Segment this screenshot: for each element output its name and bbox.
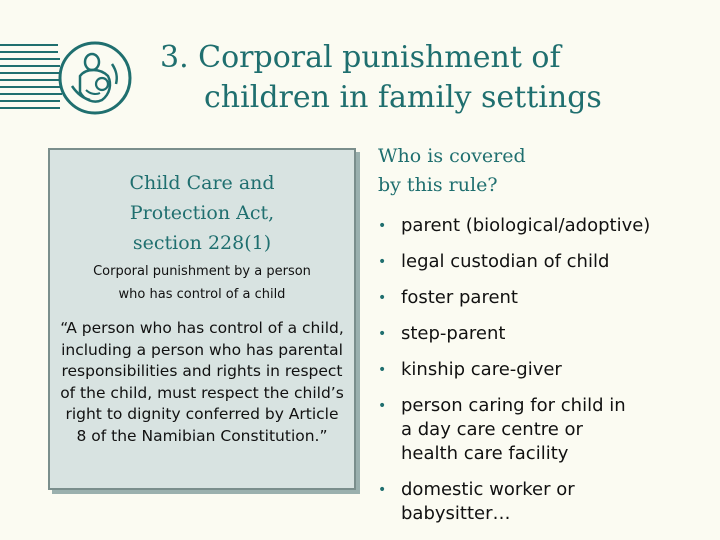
bullet-icon: • [378,326,387,342]
list-item-text: kinship care-giver [401,359,562,380]
subtitle-line: who has control of a child [118,287,286,302]
section-subtitle [50,260,354,306]
bullet-icon: • [378,218,387,234]
who-heading [378,142,526,200]
list-item-text: foster parent [401,287,518,308]
title-line-1: 3. Corporal punishment of [160,40,561,75]
bullet-icon: • [378,482,387,498]
bullet-icon: • [378,254,387,270]
list-item-text: legal custodian of child [401,251,610,272]
act-heading [50,168,354,258]
list-item-text: parent (biological/adoptive) [401,215,651,236]
act-line: Child Care and [129,172,275,194]
act-line: Protection Act, [129,202,275,224]
title-line-2: children in family settings [204,80,602,115]
act-line: section 228(1) [132,232,272,254]
who-heading-line: by this rule? [378,174,498,196]
bullet-icon: • [378,290,387,306]
list-item [378,286,708,310]
list-item [378,250,708,274]
who-heading-line: Who is covered [378,145,526,167]
list-item [378,214,708,238]
list-item-text: domestic worker or babysitter… [401,479,575,524]
list-item-text: person caring for child in a day care centre or health care facility [401,395,626,464]
act-quote-box [48,148,356,490]
list-item-text: step-parent [401,323,506,344]
list-item [378,322,708,346]
act-quote-text: “A person who has control of a child, including a person who has parental responsibilities and rights in respect of the child, must respect the child’s right to dignity conferred by Article 8 of the Namibian Constitution.” [60,319,344,445]
mother-and-child-logo-icon [56,40,134,116]
list-item [378,358,708,382]
list-item [378,478,618,526]
slide-title [160,38,700,118]
bullet-icon: • [378,362,387,378]
list-item [378,394,638,466]
subtitle-line: Corporal punishment by a person [93,264,311,279]
bullet-icon: • [378,398,387,414]
